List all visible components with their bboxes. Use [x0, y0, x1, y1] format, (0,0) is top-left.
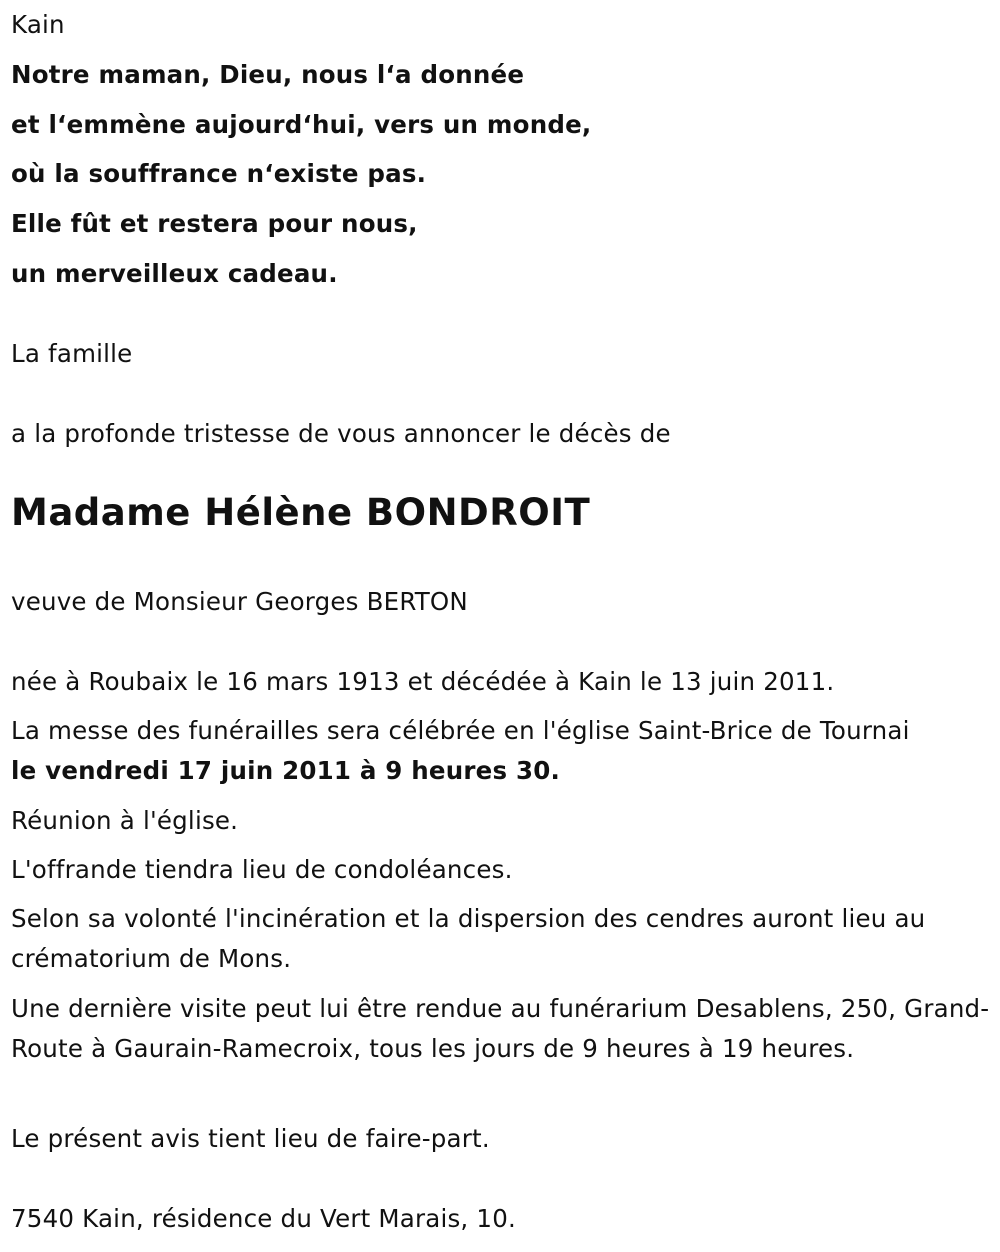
- cremation-text: Selon sa volonté l'incinération et la dispersion des cendres auront lieu au crématorium de Mons.: [11, 904, 926, 973]
- family-label: La famille: [11, 339, 133, 368]
- announcement-text: a la profonde tristesse de vous annoncer le décès de: [11, 419, 671, 448]
- faire-part-text: Le présent avis tient lieu de faire-part.: [11, 1124, 490, 1153]
- widow-of-text: veuve de Monsieur Georges BERTON: [11, 587, 468, 616]
- mass-text: La messe des funérailles sera célébrée en l'église Saint-Brice de Tournai: [11, 716, 910, 745]
- poem-line-5: un merveilleux cadeau.: [11, 259, 338, 288]
- address-text: 7540 Kain, résidence du Vert Marais, 10.: [11, 1204, 516, 1233]
- poem-line-3: où la souffrance n‘existe pas.: [11, 159, 427, 188]
- deceased-name: Madame Hélène BONDROIT: [11, 491, 591, 534]
- mass-date-text: le vendredi 17 juin 2011 à 9 heures 30.: [11, 756, 560, 785]
- meeting-text: Réunion à l'église.: [11, 806, 239, 835]
- poem-line-2: et l‘emmène aujourd‘hui, vers un monde,: [11, 110, 592, 139]
- visit-text: Une dernière visite peut lui être rendue au funérarium Desablens, 250, Grand-Route à Gaurain-Ramecroix, tous les jours de 9 heures à 19 heures.: [11, 994, 990, 1063]
- poem-line-4: Elle fût et restera pour nous,: [11, 209, 418, 238]
- birth-death-text: née à Roubaix le 16 mars 1913 et décédée à Kain le 13 juin 2011.: [11, 667, 835, 696]
- offering-text: L'offrande tiendra lieu de condoléances.: [11, 855, 513, 884]
- poem-line-1: Notre maman, Dieu, nous l‘a donnée: [11, 60, 525, 89]
- location-heading: Kain: [11, 10, 65, 39]
